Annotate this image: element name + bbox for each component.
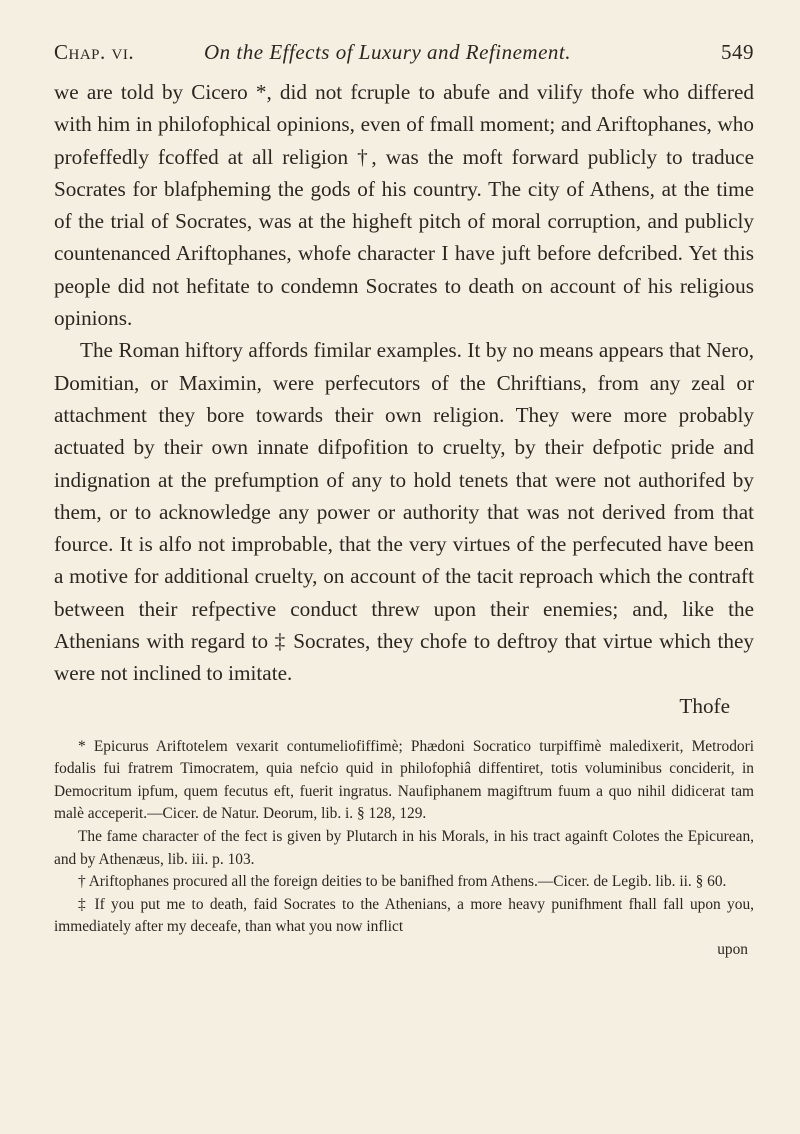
running-header — [54, 40, 754, 74]
paragraph: we are told by Cicero *, did not fcruple to abufe and vilify thofe who differed with him in philofophical opinions, even of fmall moment; and Ariftophanes, who profeffedly fcoffed at all religion †, was the moft forward publicly to traduce Socrates for blafpheming the gods of his country. The city of Athens, at the time of the trial of Socrates, was at the higheft pitch of moral corruption, and publicly countenanced Ariftophanes, whofe character I have juft before defcribed. Yet this people did not hefitate to condemn Socrates to death on account of his religious opinions. — [54, 80, 754, 331]
book-page — [54, 40, 754, 961]
main-text — [54, 76, 754, 722]
paragraph: The Roman hiftory affords fimilar examples. It by no means appears that Nero, Domitian, or Maximin, were perfecutors of the Chriftians, from any zeal or attachment they bore towards their own religion. They were more probably actuated by their own innate difpofition to cruelty, by their defpotic pride and indignation at the prefumption of any to hold tenets that were not authorifed by them, or to acknowledge any power or authority that was not derived from that fource. It is alfo not improbable, that the very virtues of the perfecuted have been a motive for additional cruelty, on account of the tacit reproach which the contraft between their refpective conduct threw upon their enemies; and, like the Athenians with regard to ‡ Socrates, they chofe to deftroy that virtue which they were not inclined to imitate. — [54, 338, 754, 686]
footnote-catchword: upon — [717, 940, 748, 958]
footnote: * Epicurus Ariftotelem vexarit contumeliofiffimè; Phædoni Socratico turpiffimè maledixerit, Metrodori fodalis fui fratrem Timocratem, quia nefcio quid in philofophiâ diffentiret, totis voluminibus conciderit, in Democritum ipfum, quem fecutus eft, fuerit ingratus. Naufiphanem magiftrum fuum a quo nihil didicerat tam malè acceperit.—Cicer. de Natur. Deorum, lib. i. § 128, 129. — [54, 737, 754, 823]
footnote: ‡ If you put me to death, faid Socrates to the Athenians, a more heavy punifhment fhall fall upon you, immediately after my deceafe, than what you now inflict — [54, 895, 754, 936]
footnote: The fame character of the fect is given by Plutarch in his Morals, in his tract againft Colotes the Epicurean, and by Athenæus, lib. iii. p. 103. — [54, 828, 754, 868]
catchword: Thofe — [679, 693, 730, 718]
footnote: † Ariftophanes procured all the foreign deities to be banifhed from Athens.—Cicer. de Legib. lib. ii. § 60. — [78, 873, 727, 891]
footnotes — [54, 736, 754, 961]
page-number: 549 — [721, 40, 754, 64]
running-title: On the Effects of Luxury and Refinement. — [204, 40, 572, 64]
chapter-label: Chap. vi. — [54, 40, 135, 64]
